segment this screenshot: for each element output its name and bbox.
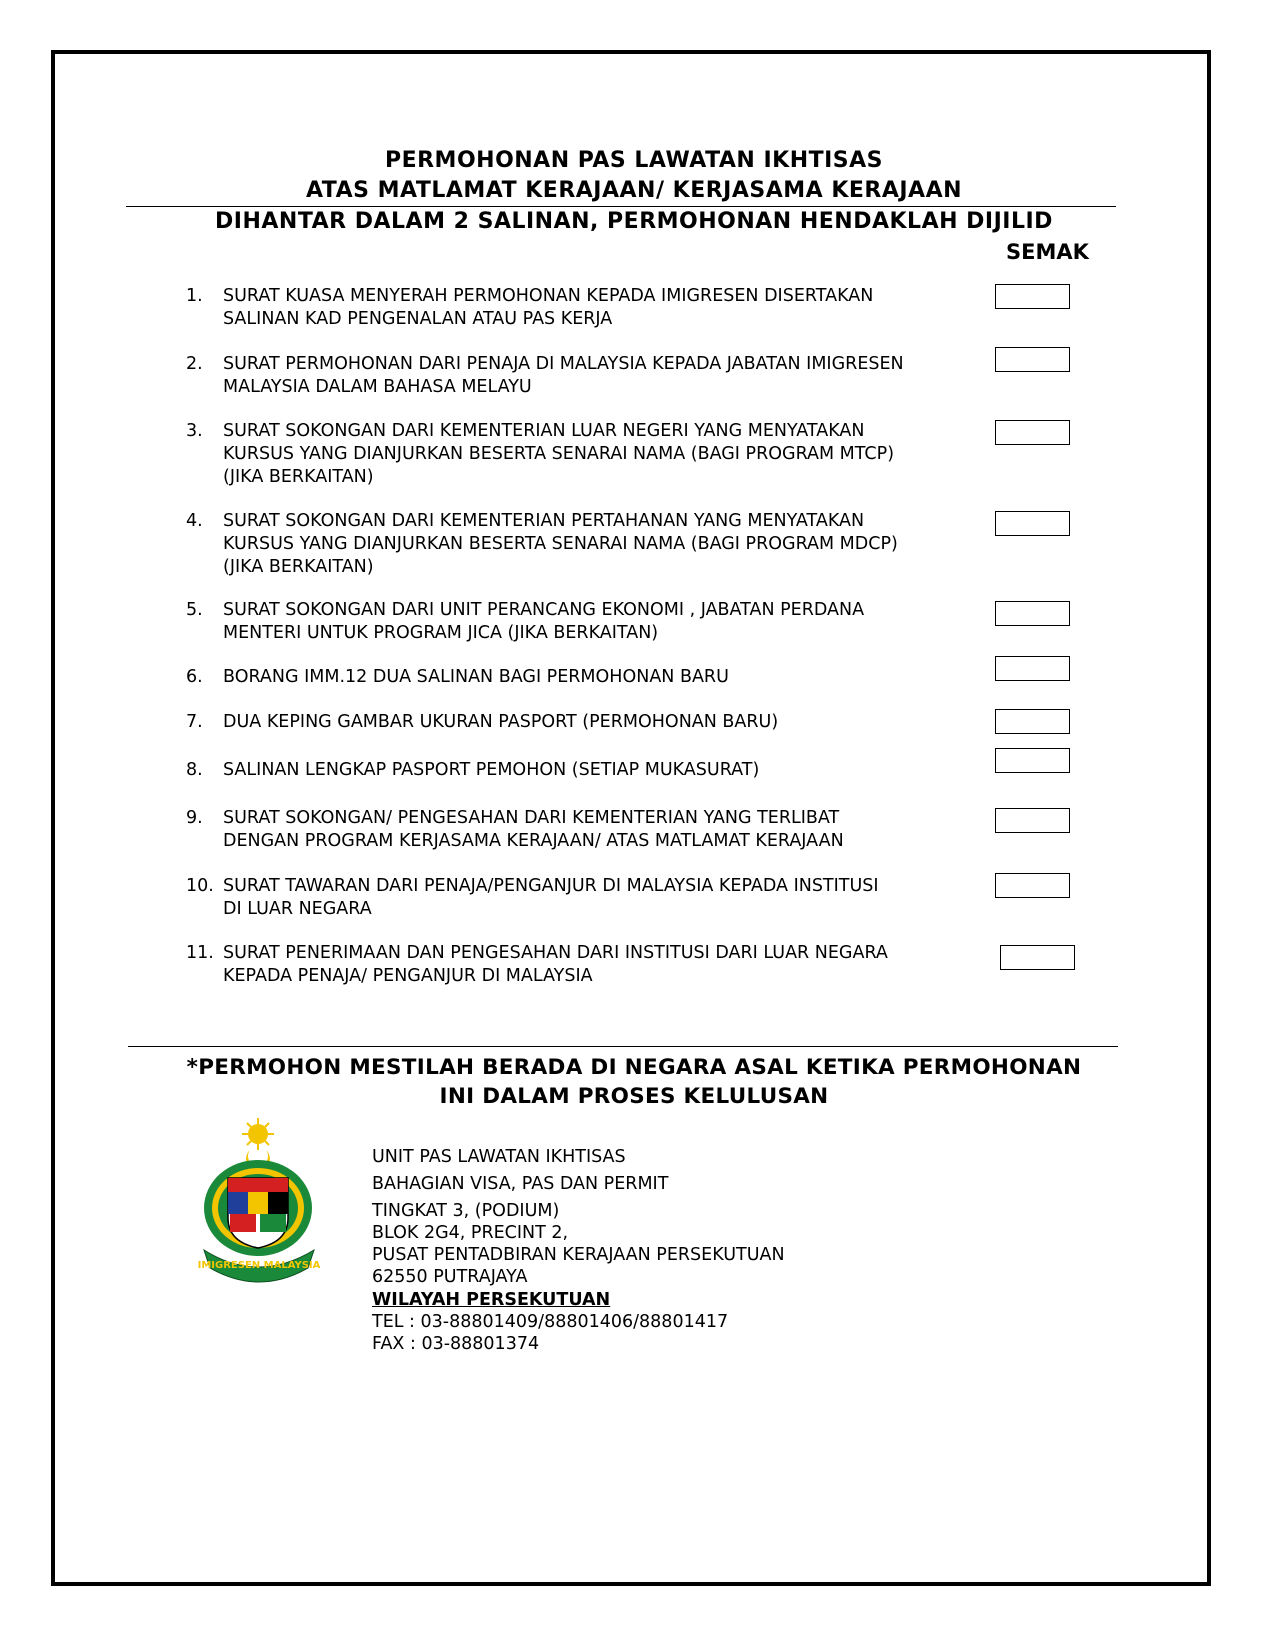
shield-icon xyxy=(228,1178,288,1248)
semak-checkbox[interactable] xyxy=(995,748,1070,773)
item-text: SURAT SOKONGAN DARI KEMENTERIAN LUAR NEGERI YANG MENYATAKAN KURSUS YANG DIANJURKAN BESERTA SENARAI NAMA (BAGI PROGRAM MTCP) (JIKA BERKAITAN) xyxy=(223,421,895,487)
item-text: SURAT SOKONGAN DARI UNIT PERANCANG EKONOMI , JABATAN PERDANA MENTERI UNTUK PROGRAM JICA (JIKA BERKAITAN) xyxy=(223,600,865,643)
semak-checkbox[interactable] xyxy=(995,347,1070,372)
title-line-2: ATAS MATLAMAT KERAJAAN/ KERJASAMA KERAJAAN xyxy=(305,178,963,203)
item-number: 6. xyxy=(186,667,203,687)
item-text: SURAT TAWARAN DARI PENAJA/PENGANJUR DI MALAYSIA KEPADA INSTITUSI DI LUAR NEGARA xyxy=(223,876,879,919)
semak-checkbox[interactable] xyxy=(995,420,1070,445)
title-line-3: DIHANTAR DALAM 2 SALINAN, PERMOHONAN HENDAKLAH DIJILID xyxy=(215,209,1053,234)
semak-checkbox[interactable] xyxy=(995,284,1070,309)
note-divider xyxy=(128,1046,1118,1047)
title-line-1: PERMOHONAN PAS LAWATAN IKHTISAS xyxy=(384,148,884,173)
address-fax: FAX : 03-88801374 xyxy=(372,1334,540,1354)
address-block: BLOK 2G4, PRECINT 2, xyxy=(372,1223,569,1243)
note-line-2: INI DALAM PROSES KELULUSAN xyxy=(439,1084,829,1109)
item-text: SURAT SOKONGAN DARI KEMENTERIAN PERTAHANAN YANG MENYATAKAN KURSUS YANG DIANJURKAN BESERTA SENARAI NAMA (BAGI PROGRAM MDCP) (JIKA BERKAITAN) xyxy=(223,511,898,577)
address-division: BAHAGIAN VISA, PAS DAN PERMIT xyxy=(372,1174,669,1194)
semak-checkbox[interactable] xyxy=(995,709,1070,734)
semak-checkbox[interactable] xyxy=(995,511,1070,536)
item-number: 2. xyxy=(186,354,203,374)
item-text: SURAT KUASA MENYERAH PERMOHONAN KEPADA IMIGRESEN DISERTAKAN SALINAN KAD PENGENALAN ATAU PAS KERJA xyxy=(223,286,874,329)
address-postcode: 62550 PUTRAJAYA xyxy=(372,1267,528,1287)
territory-text: WILAYAH PERSEKUTUAN xyxy=(372,1290,611,1310)
item-text: SURAT PENERIMAAN DAN PENGESAHAN DARI INSTITUSI DARI LUAR NEGARA KEPADA PENAJA/ PENGANJUR DI MALAYSIA xyxy=(223,943,888,986)
semak-checkbox[interactable] xyxy=(995,656,1070,681)
semak-checkbox[interactable] xyxy=(995,601,1070,626)
item-number: 11. xyxy=(186,943,214,963)
item-number: 5. xyxy=(186,600,203,620)
semak-checkbox[interactable] xyxy=(995,808,1070,833)
item-text: DUA KEPING GAMBAR UKURAN PASPORT (PERMOHONAN BARU) xyxy=(223,712,779,732)
address-territory xyxy=(372,1289,610,1312)
imigresen-logo xyxy=(198,1110,320,1290)
item-number: 1. xyxy=(186,286,203,306)
item-number: 10. xyxy=(186,876,214,896)
item-text: SALINAN LENGKAP PASPORT PEMOHON (SETIAP MUKASURAT) xyxy=(223,760,760,780)
item-number: 7. xyxy=(186,712,203,732)
logo-banner-text: IMIGRESEN MALAYSIA xyxy=(198,1260,320,1271)
item-text: SURAT PERMOHONAN DARI PENAJA DI MALAYSIA KEPADA JABATAN IMIGRESEN MALAYSIA DALAM BAHASA MELAYU xyxy=(223,354,904,397)
item-number: 4. xyxy=(186,511,203,531)
semak-checkbox[interactable] xyxy=(1000,945,1075,970)
semak-checkbox[interactable] xyxy=(995,873,1070,898)
item-number: 9. xyxy=(186,808,203,828)
header-divider xyxy=(126,206,1116,207)
item-text: SURAT SOKONGAN/ PENGESAHAN DARI KEMENTERIAN YANG TERLIBAT DENGAN PROGRAM KERJASAMA KERAJAAN/ ATAS MATLAMAT KERAJAAN xyxy=(223,808,844,851)
address-tel: TEL : 03-88801409/88801406/88801417 xyxy=(372,1312,729,1332)
item-number: 8. xyxy=(186,760,203,780)
address-unit: UNIT PAS LAWATAN IKHTISAS xyxy=(372,1147,626,1167)
semak-heading: SEMAK xyxy=(1006,240,1089,264)
item-text: BORANG IMM.12 DUA SALINAN BAGI PERMOHONAN BARU xyxy=(223,667,729,687)
address-floor: TINGKAT 3, (PODIUM) xyxy=(372,1201,560,1221)
item-number: 3. xyxy=(186,421,203,441)
note-line-1: *PERMOHON MESTILAH BERADA DI NEGARA ASAL KETIKA PERMOHONAN xyxy=(186,1055,1082,1080)
address-centre: PUSAT PENTADBIRAN KERAJAAN PERSEKUTUAN xyxy=(372,1245,785,1265)
